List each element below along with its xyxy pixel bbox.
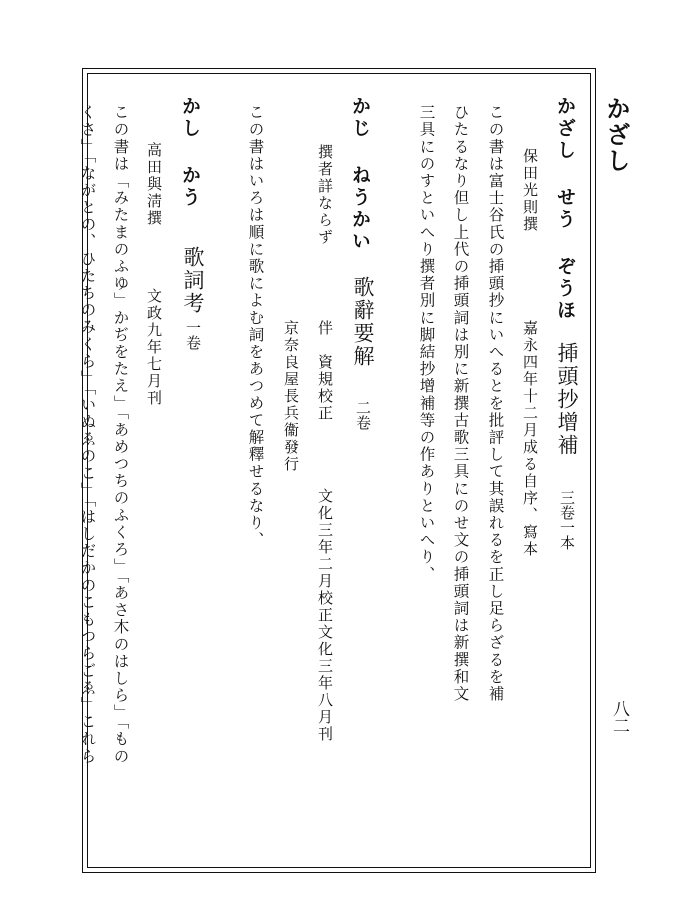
entry-3-author: 高田與淸撰 xyxy=(145,142,163,227)
entry-2-heading-kana: かじ ねうかい xyxy=(349,96,371,253)
running-head: かざし xyxy=(602,96,631,174)
entry-2-volumes: 二卷 xyxy=(354,400,372,430)
entry-2-title: 歌辭要解 xyxy=(351,276,375,368)
entry-3-body-line-2: くさ」「ながとの、ひたちのみくら」「いぬゑのこ」「はしだかのこもつらごゑ」これら xyxy=(78,104,97,765)
entry-2-editor: 伴 資規校正 xyxy=(316,320,334,422)
entry-3-body-line-1: この書は「みたまのふゆ」かぢをたえ」「あめつちのふくろ」「あさ木のはしら」「もの xyxy=(111,104,130,765)
entry-3-heading-kana: かし かう xyxy=(179,96,201,209)
entry-3-title: 歌詞考 xyxy=(181,246,205,315)
entry-1-author: 保田光則撰 xyxy=(521,148,539,233)
entry-1-body-line-2: ひたるなり但し上代の揷頭詞は別に新撰古歌三具にのせ文の揷頭詞は新撰和文 xyxy=(451,104,470,703)
entry-1-volumes: 三卷一本 xyxy=(558,490,576,550)
entry-3-date-line: 文政九年七月刊 xyxy=(145,288,163,407)
entry-1-date-line: 嘉永四年十二月成る自序、寫本 xyxy=(521,320,539,558)
entry-2-body-line-1: この書はいろは順に歌によむ詞をあつめて解釋せるなり、 xyxy=(246,104,265,549)
entry-1-title: 揷頭抄增補 xyxy=(555,342,579,457)
entry-3-volumes: 一卷 xyxy=(184,320,202,350)
entry-2-publisher: 京奈良屋長兵衞發行 xyxy=(282,320,300,473)
entry-2-author: 撰者詳ならず xyxy=(316,144,334,246)
page-number: 八二 xyxy=(609,700,629,734)
entry-1-body-line-1: この書は富士谷氏の揷頭抄にいへるとを批評して其誤れるを正し足らざるを補 xyxy=(486,104,505,703)
entry-1-heading-kana: かざし せう ぞうほ xyxy=(554,96,576,322)
entry-1-body-line-3: 三具にのすといへり撰者別に脚結抄增補等の作ありといへり、 xyxy=(417,104,436,583)
entry-2-date-line: 文化三年二月校正文化三年八月刊 xyxy=(316,488,334,743)
